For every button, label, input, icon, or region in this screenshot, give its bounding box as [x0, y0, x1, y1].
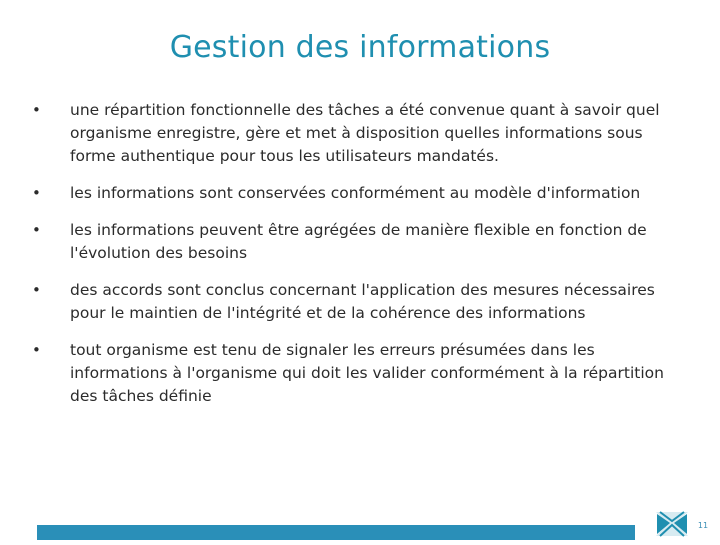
flag-x-logo-icon: [652, 508, 692, 540]
page-number: 11: [697, 521, 709, 530]
bullet-item: [30, 99, 682, 168]
footer-bar: [37, 525, 635, 540]
bullet-text: des accords sont conclus concernant l'application des mesures nécessaires pour le maintien de l'intégrité et de la cohérence des informations: [70, 281, 655, 322]
bullet-item: [30, 339, 682, 408]
bullet-item: [30, 219, 682, 265]
slide-title: Gestion des informations: [169, 30, 551, 65]
bullet-text: les informations peuvent être agrégées de manière flexible en fonction de l'évolution des besoins: [70, 221, 647, 262]
bullet-text: tout organisme est tenu de signaler les erreurs présumées dans les informations à l'organisme qui doit les valider conformément à la répartition des tâches définie: [70, 341, 664, 405]
bullet-text: les informations sont conservées conformément au modèle d'information: [70, 184, 641, 202]
bullet-icon: •: [32, 281, 41, 299]
bullet-list: [30, 99, 682, 422]
bullet-text: une répartition fonctionnelle des tâches a été convenue quant à savoir quel organisme enregistre, gère et met à disposition quelles informations sous forme authentique pour tous les utilisateurs mandatés.: [70, 101, 660, 165]
bullet-item: [30, 182, 682, 205]
bullet-icon: •: [32, 184, 41, 202]
bullet-icon: •: [32, 221, 41, 239]
bullet-item: [30, 279, 682, 325]
bullet-icon: •: [32, 341, 41, 359]
bullet-icon: •: [32, 101, 41, 119]
